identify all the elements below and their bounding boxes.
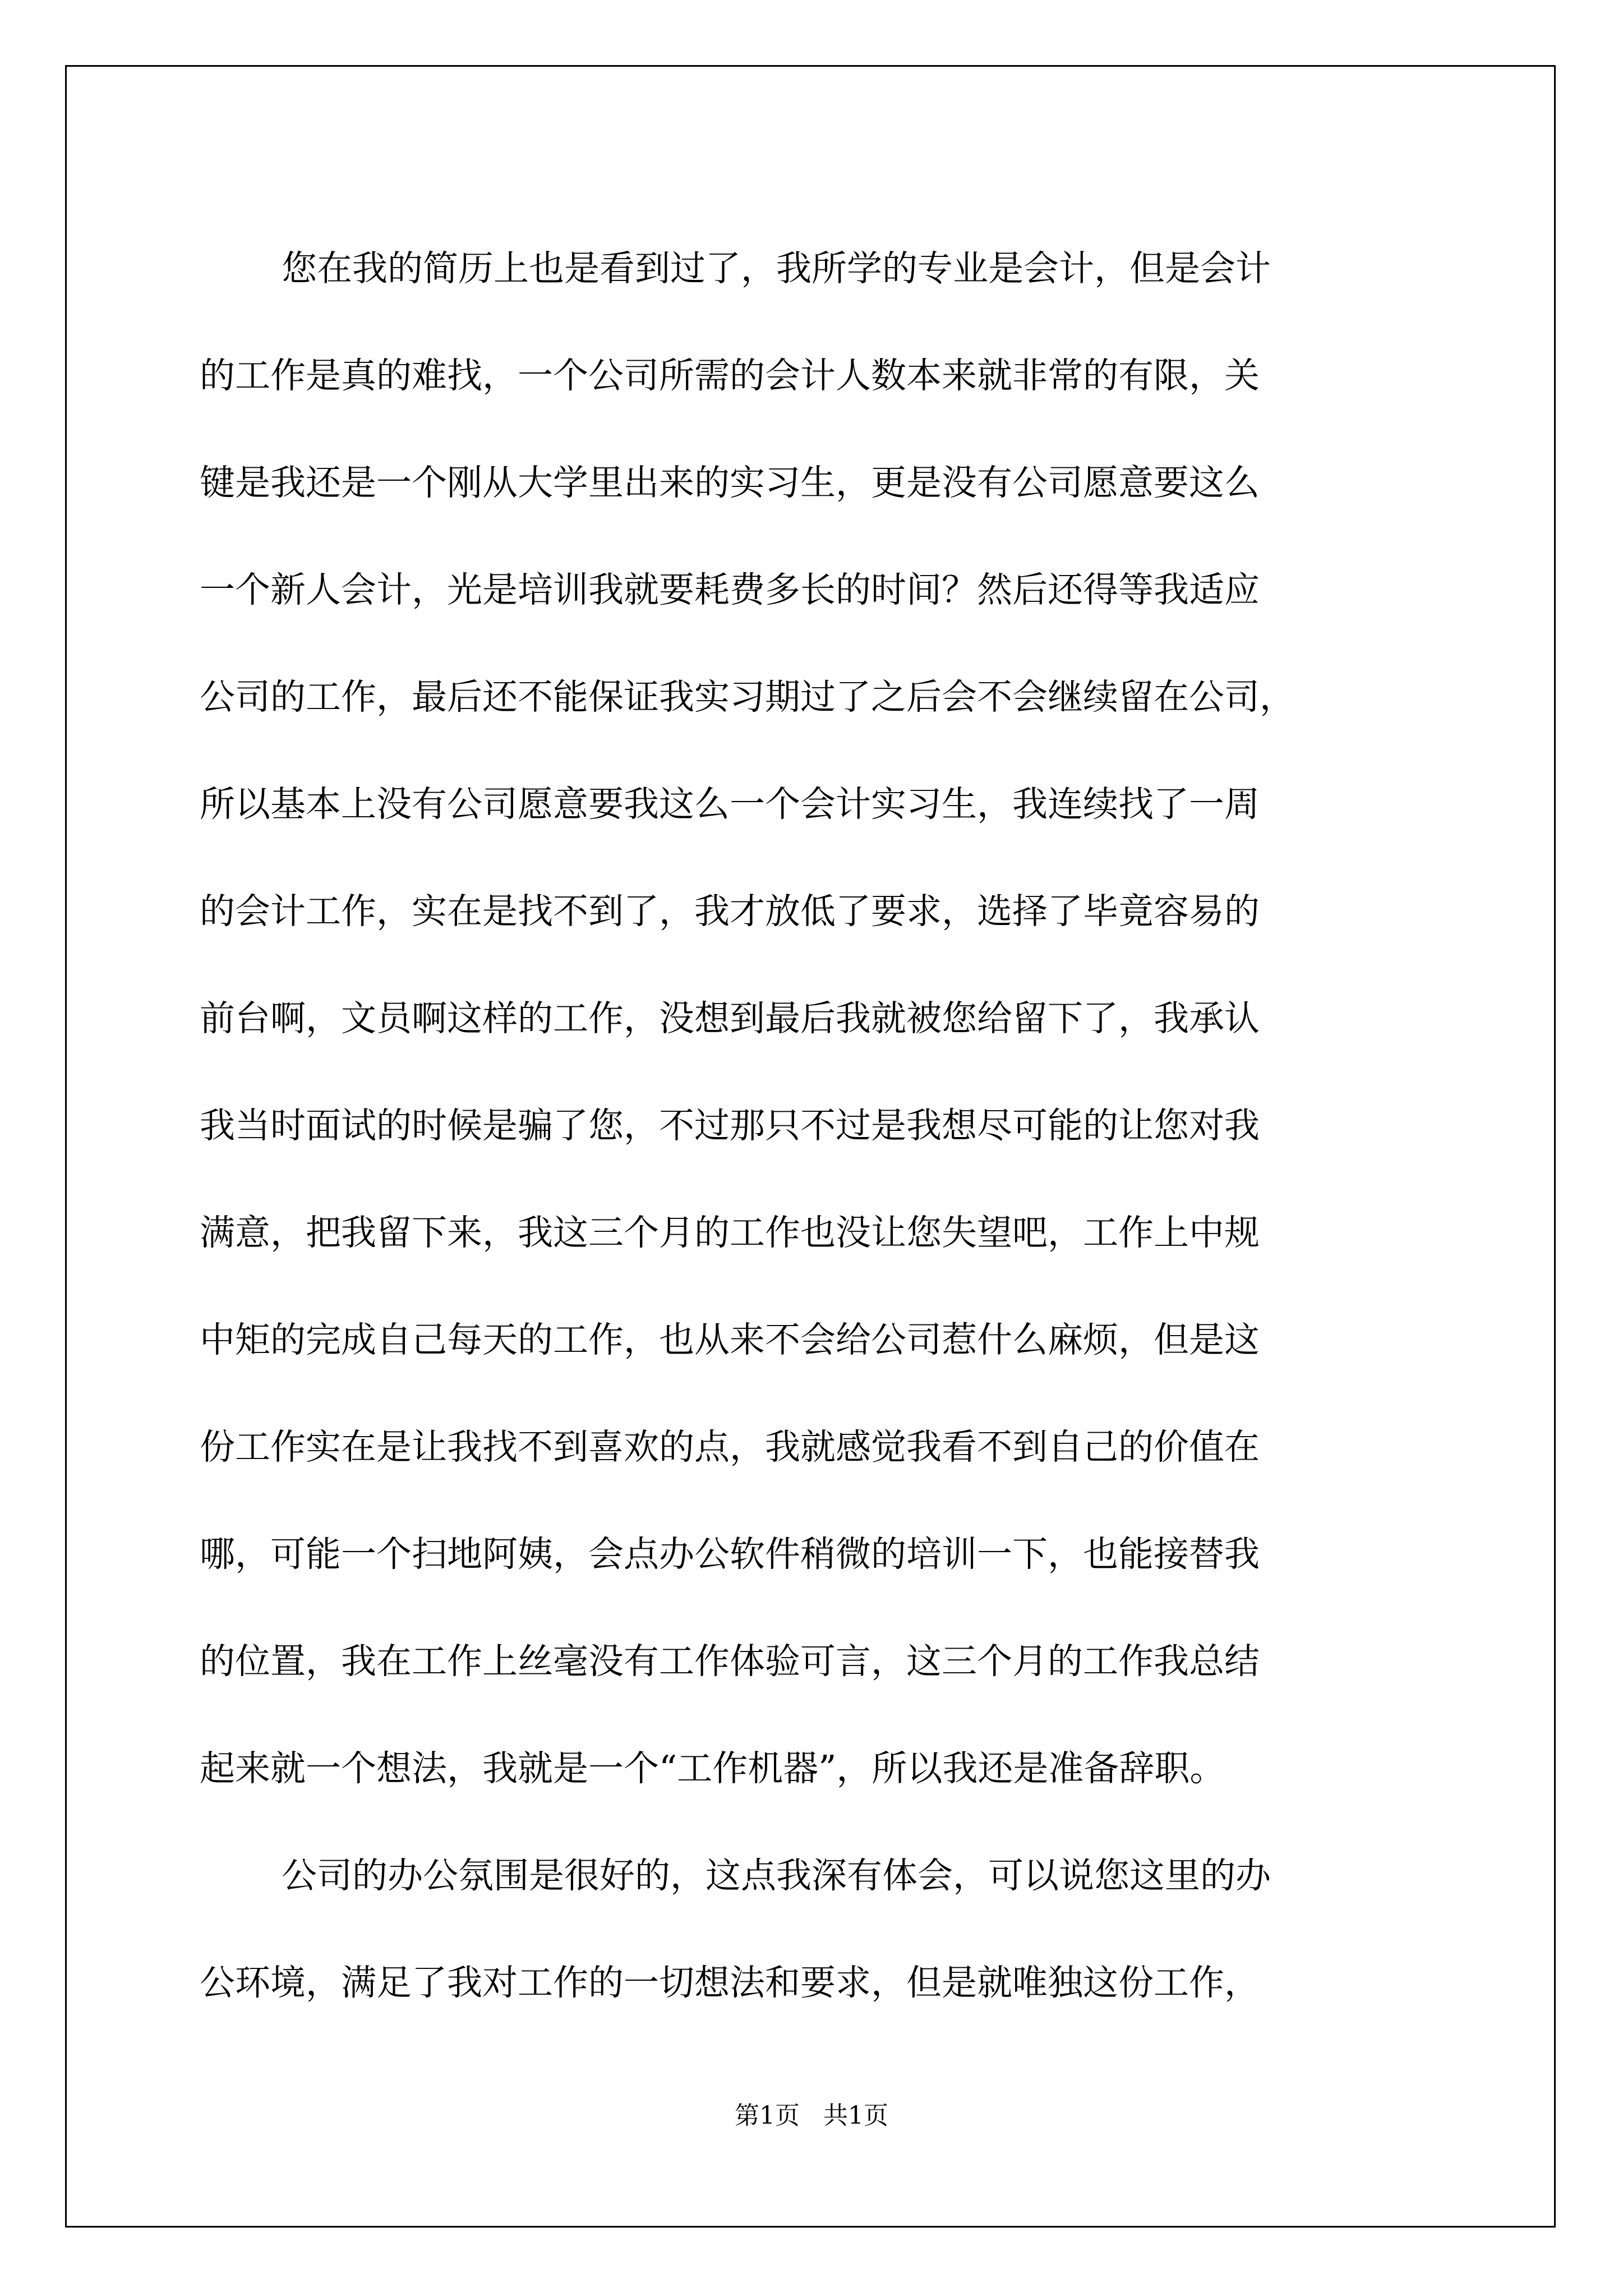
text-line: 的位置，我在工作上丝毫没有工作体验可言，这三个月的工作我总结	[200, 1641, 1260, 1682]
text-line: 公司的工作，最后还不能保证我实习期过了之后会不会继续留在公司，	[200, 677, 1295, 717]
text-line: 中矩的完成自己每天的工作，也从来不会给公司惹什么麻烦，但是这	[200, 1319, 1260, 1360]
text-line: 所以基本上没有公司愿意要我这么一个会计实习生，我连续找了一周	[200, 784, 1260, 825]
text-line: 键是我还是一个刚从大学里出来的实习生，更是没有公司愿意要这么	[200, 462, 1260, 503]
page-number-footer: 第1页 共1页	[735, 2101, 888, 2130]
paragraph-2	[200, 1822, 1428, 2036]
document-body	[200, 215, 1428, 2036]
text-line: 前台啊，文员啊这样的工作，没想到最后我就被您给留下了，我承认	[200, 998, 1260, 1039]
text-line: 公司的办公氛围是很好的，这点我深有体会，可以说您这里的办	[282, 1855, 1271, 1896]
text-line: 的会计工作，实在是找不到了，我才放低了要求，选择了毕竟容易的	[200, 891, 1260, 932]
text-line: 一个新人会计，光是培训我就要耗费多长的时间？然后还得等我适应	[200, 569, 1260, 610]
text-line: 公环境，满足了我对工作的一切想法和要求，但是就唯独这份工作，	[200, 1962, 1260, 2003]
text-line: 您在我的简历上也是看到过了，我所学的专业是会计，但是会计	[282, 248, 1271, 289]
text-line: 份工作实在是让我找不到喜欢的点，我就感觉我看不到自己的价值在	[200, 1427, 1260, 1467]
text-line: 的工作是真的难找，一个公司所需的会计人数本来就非常的有限，关	[200, 355, 1260, 396]
paragraph-1	[200, 215, 1428, 1822]
text-line: 起来就一个想法，我就是一个“工作机器”，所以我还是准备辞职。	[200, 1748, 1225, 1789]
text-line: 哪，可能一个扫地阿姨，会点办公软件稍微的培训一下，也能接替我	[200, 1534, 1260, 1575]
text-line: 满意，把我留下来，我这三个月的工作也没让您失望吧，工作上中规	[200, 1212, 1260, 1253]
text-line: 我当时面试的时候是骗了您，不过那只不过是我想尽可能的让您对我	[200, 1105, 1260, 1146]
